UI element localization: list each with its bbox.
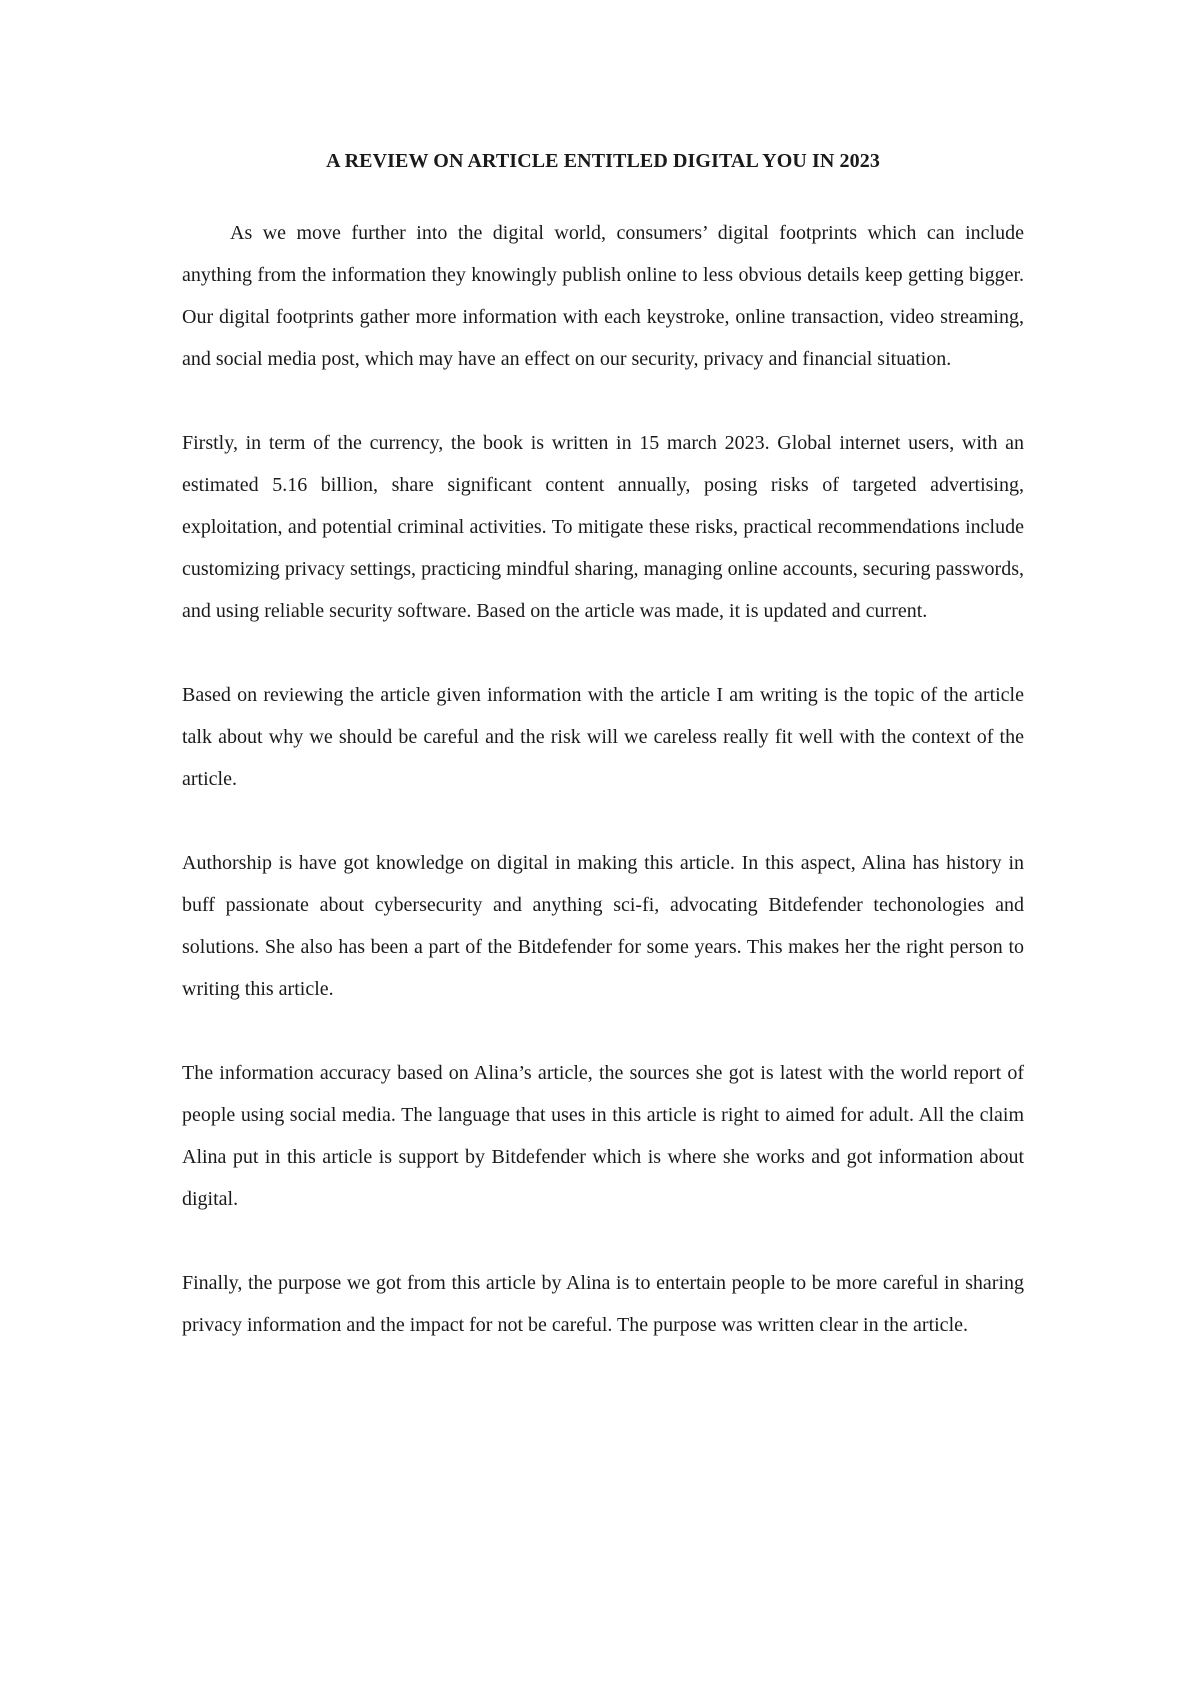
document-body [182,146,1024,1346]
paragraph-authorship: Authorship is have got knowledge on digital in making this article. In this aspect, Alina has history in buff passionate about cybersecurity and anything sci-fi, advocating Bitdefender techonologies and solutions. She also has been a part of the Bitdefender for some years. This makes her the right person to writing this article. [182,852,1024,1000]
paragraph-purpose: Finally, the purpose we got from this article by Alina is to entertain people to be more careful in sharing privacy information and the impact for not be careful. The purpose was written clear in the article. [182,1272,1024,1336]
paragraph-currency: Firstly, in term of the currency, the book is written in 15 march 2023. Global internet users, with an estimated 5.16 billion, share significant content annually, posing risks of targeted advertising, exploitation, and potential criminal activities. To mitigate these risks, practical recommendations include customizing privacy settings, practicing mindful sharing, managing online accounts, securing passwords, and using reliable security software. Based on the article was made, it is updated and current. [182,432,1024,622]
paragraph-introduction: As we move further into the digital world, consumers’ digital footprints which can include anything from the information they knowingly publish online to less obvious details keep getting bigger. Our digital footprints gather more information with each keystroke, online transaction, video streaming, and social media post, which may have an effect on our security, privacy and financial situation. [182,222,1024,370]
paragraph-relevance: Based on reviewing the article given information with the article I am writing is the topic of the article talk about why we should be careful and the risk will we careless really fit well with the context of the article. [182,684,1024,790]
paragraph-accuracy: The information accuracy based on Alina’s article, the sources she got is latest with the world report of people using social media. The language that uses in this article is right to aimed for adult. All the claim Alina put in this article is support by Bitdefender which is where she works and got information about digital. [182,1062,1024,1210]
document-title: A REVIEW ON ARTICLE ENTITLED DIGITAL YOU IN 2023 [326,150,880,172]
